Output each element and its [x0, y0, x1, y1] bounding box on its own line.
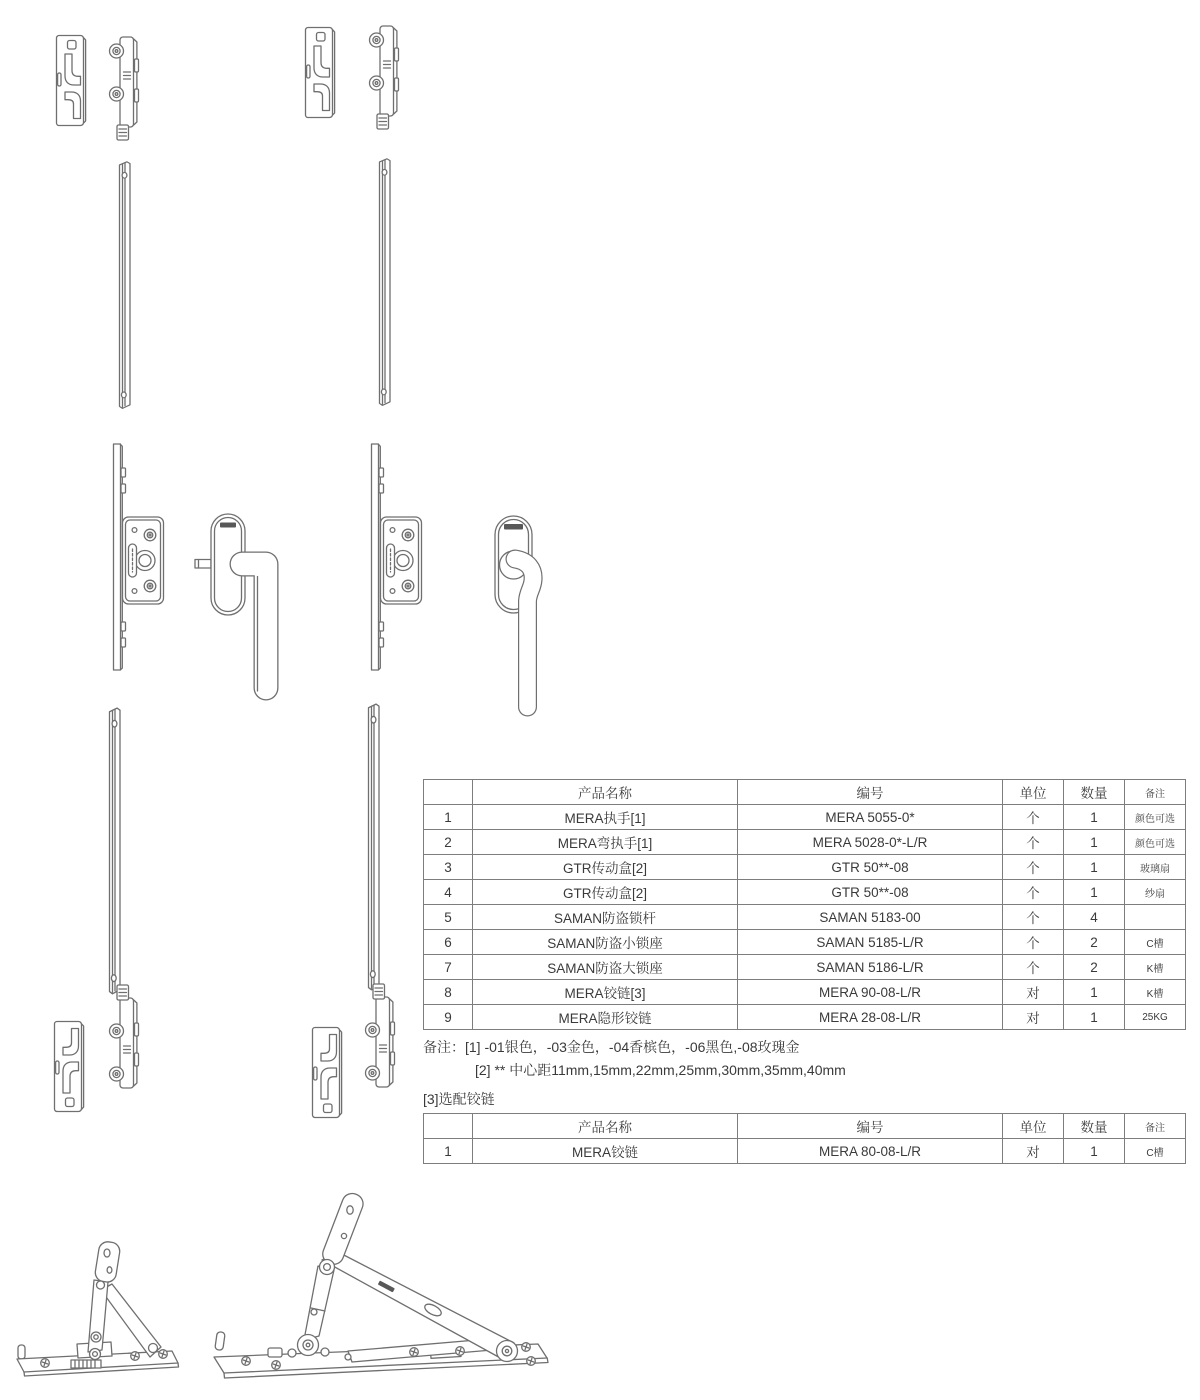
- table-cell: GTR传动盒[2]: [473, 880, 738, 905]
- table-cell: 对: [1003, 1139, 1064, 1164]
- table-cell: 1: [424, 805, 473, 830]
- column-header: [424, 1114, 473, 1139]
- lock-keeper-drawing-3: [52, 1018, 86, 1114]
- optional-hinge-table: [423, 1113, 1186, 1164]
- header-row: [424, 780, 1186, 805]
- lock-rod-drawing-2: [373, 157, 395, 409]
- lock-body-drawing-3: [104, 983, 140, 1091]
- column-header: 编号: [738, 780, 1003, 805]
- table-row: [424, 855, 1186, 880]
- lock-keeper-drawing-4: [310, 1024, 344, 1120]
- table-cell: 5: [424, 905, 473, 930]
- table-cell: SAMAN 5186-L/R: [738, 955, 1003, 980]
- table-cell: [1125, 905, 1186, 930]
- header-row: [424, 1114, 1186, 1139]
- small-friction-hinge-drawing: [15, 1230, 185, 1390]
- table-cell: C槽: [1125, 1139, 1186, 1164]
- table-cell: 个: [1003, 880, 1064, 905]
- large-friction-hinge-drawing: [208, 1190, 560, 1398]
- table-cell: MERA弯执手[1]: [473, 830, 738, 855]
- column-header: 备注: [1125, 780, 1186, 805]
- table-row: [424, 1005, 1186, 1030]
- table-cell: C槽: [1125, 930, 1186, 955]
- table-row: [424, 1139, 1186, 1164]
- table-cell: 个: [1003, 855, 1064, 880]
- table-cell: MERA 80-08-L/R: [738, 1139, 1003, 1164]
- gearbox-drawing-1: [108, 442, 166, 672]
- table-cell: 个: [1003, 905, 1064, 930]
- note-colors: 备注：[1] -01银色，-03金色，-04香槟色，-06黑色,-08玫瑰金: [423, 1039, 800, 1055]
- table-cell: GTR传动盒[2]: [473, 855, 738, 880]
- column-header: 产品名称: [473, 780, 738, 805]
- column-header: 编号: [738, 1114, 1003, 1139]
- table-cell: SAMAN防盗锁杆: [473, 905, 738, 930]
- parts-table: [423, 779, 1186, 1030]
- table-cell: 个: [1003, 930, 1064, 955]
- table-cell: K槽: [1125, 955, 1186, 980]
- table-cell: 玻璃扇: [1125, 855, 1186, 880]
- column-header: [424, 780, 473, 805]
- table-cell: 1: [1064, 830, 1125, 855]
- column-header: 产品名称: [473, 1114, 738, 1139]
- table-cell: 个: [1003, 955, 1064, 980]
- column-header: 数量: [1064, 1114, 1125, 1139]
- table-cell: SAMAN防盗大锁座: [473, 955, 738, 980]
- table-cell: SAMAN 5183-00: [738, 905, 1003, 930]
- table-cell: 2: [1064, 930, 1125, 955]
- column-header: 单位: [1003, 780, 1064, 805]
- table-cell: 7: [424, 955, 473, 980]
- lock-rod-drawing-3: [103, 706, 125, 998]
- lock-keeper-drawing-2: [303, 25, 337, 121]
- table-cell: 25KG: [1125, 1005, 1186, 1030]
- table-row: [424, 930, 1186, 955]
- bent-handle-drawing: [492, 513, 548, 723]
- table-cell: K槽: [1125, 980, 1186, 1005]
- table-cell: 1: [1064, 1005, 1125, 1030]
- lock-keeper-drawing-1: [54, 33, 88, 129]
- table-cell: MERA铰链[3]: [473, 980, 738, 1005]
- table-cell: 3: [424, 855, 473, 880]
- table-cell: 2: [1064, 955, 1125, 980]
- table-cell: 对: [1003, 980, 1064, 1005]
- table-cell: 1: [1064, 1139, 1125, 1164]
- table-row: [424, 880, 1186, 905]
- table-cell: 纱扇: [1125, 880, 1186, 905]
- table-cell: 1: [1064, 980, 1125, 1005]
- lock-body-drawing-2: [364, 23, 400, 131]
- notes-block: [423, 1036, 846, 1082]
- table-row: [424, 905, 1186, 930]
- table-cell: MERA执手[1]: [473, 805, 738, 830]
- table-cell: 1: [1064, 880, 1125, 905]
- lock-body-drawing-4: [360, 982, 396, 1090]
- table-cell: 1: [424, 1139, 473, 1164]
- table-row: [424, 980, 1186, 1005]
- table-row: [424, 805, 1186, 830]
- column-header: 数量: [1064, 780, 1125, 805]
- table-cell: SAMAN防盗小锁座: [473, 930, 738, 955]
- table-cell: 对: [1003, 1005, 1064, 1030]
- note-center-distance: [2] ** 中心距11mm,15mm,22mm,25mm,30mm,35mm,40mm: [475, 1062, 846, 1078]
- table-cell: 2: [424, 830, 473, 855]
- table-cell: 个: [1003, 830, 1064, 855]
- lock-body-drawing-1: [104, 34, 140, 142]
- column-header: 单位: [1003, 1114, 1064, 1139]
- table-cell: 1: [1064, 805, 1125, 830]
- table-cell: GTR 50**-08: [738, 880, 1003, 905]
- table-cell: 颜色可选: [1125, 805, 1186, 830]
- table-cell: MERA 90-08-L/R: [738, 980, 1003, 1005]
- table-cell: GTR 50**-08: [738, 855, 1003, 880]
- table-cell: 1: [1064, 855, 1125, 880]
- optional-hinge-label: [3]选配铰链: [423, 1091, 495, 1107]
- straight-handle-drawing: [194, 510, 284, 705]
- table-row: [424, 955, 1186, 980]
- lock-rod-drawing-1: [113, 160, 135, 412]
- table-cell: 颜色可选: [1125, 830, 1186, 855]
- table-cell: MERA 5055-0*: [738, 805, 1003, 830]
- table-cell: 8: [424, 980, 473, 1005]
- table-row: [424, 830, 1186, 855]
- table-cell: MERA铰链: [473, 1139, 738, 1164]
- table-cell: 4: [1064, 905, 1125, 930]
- table-cell: 4: [424, 880, 473, 905]
- table-cell: MERA 28-08-L/R: [738, 1005, 1003, 1030]
- table-cell: MERA隐形铰链: [473, 1005, 738, 1030]
- gearbox-drawing-2: [366, 442, 424, 672]
- table-cell: 9: [424, 1005, 473, 1030]
- column-header: 备注: [1125, 1114, 1186, 1139]
- lock-rod-drawing-4: [362, 702, 384, 994]
- table-cell: MERA 5028-0*-L/R: [738, 830, 1003, 855]
- table-cell: 6: [424, 930, 473, 955]
- table-cell: SAMAN 5185-L/R: [738, 930, 1003, 955]
- table-cell: 个: [1003, 805, 1064, 830]
